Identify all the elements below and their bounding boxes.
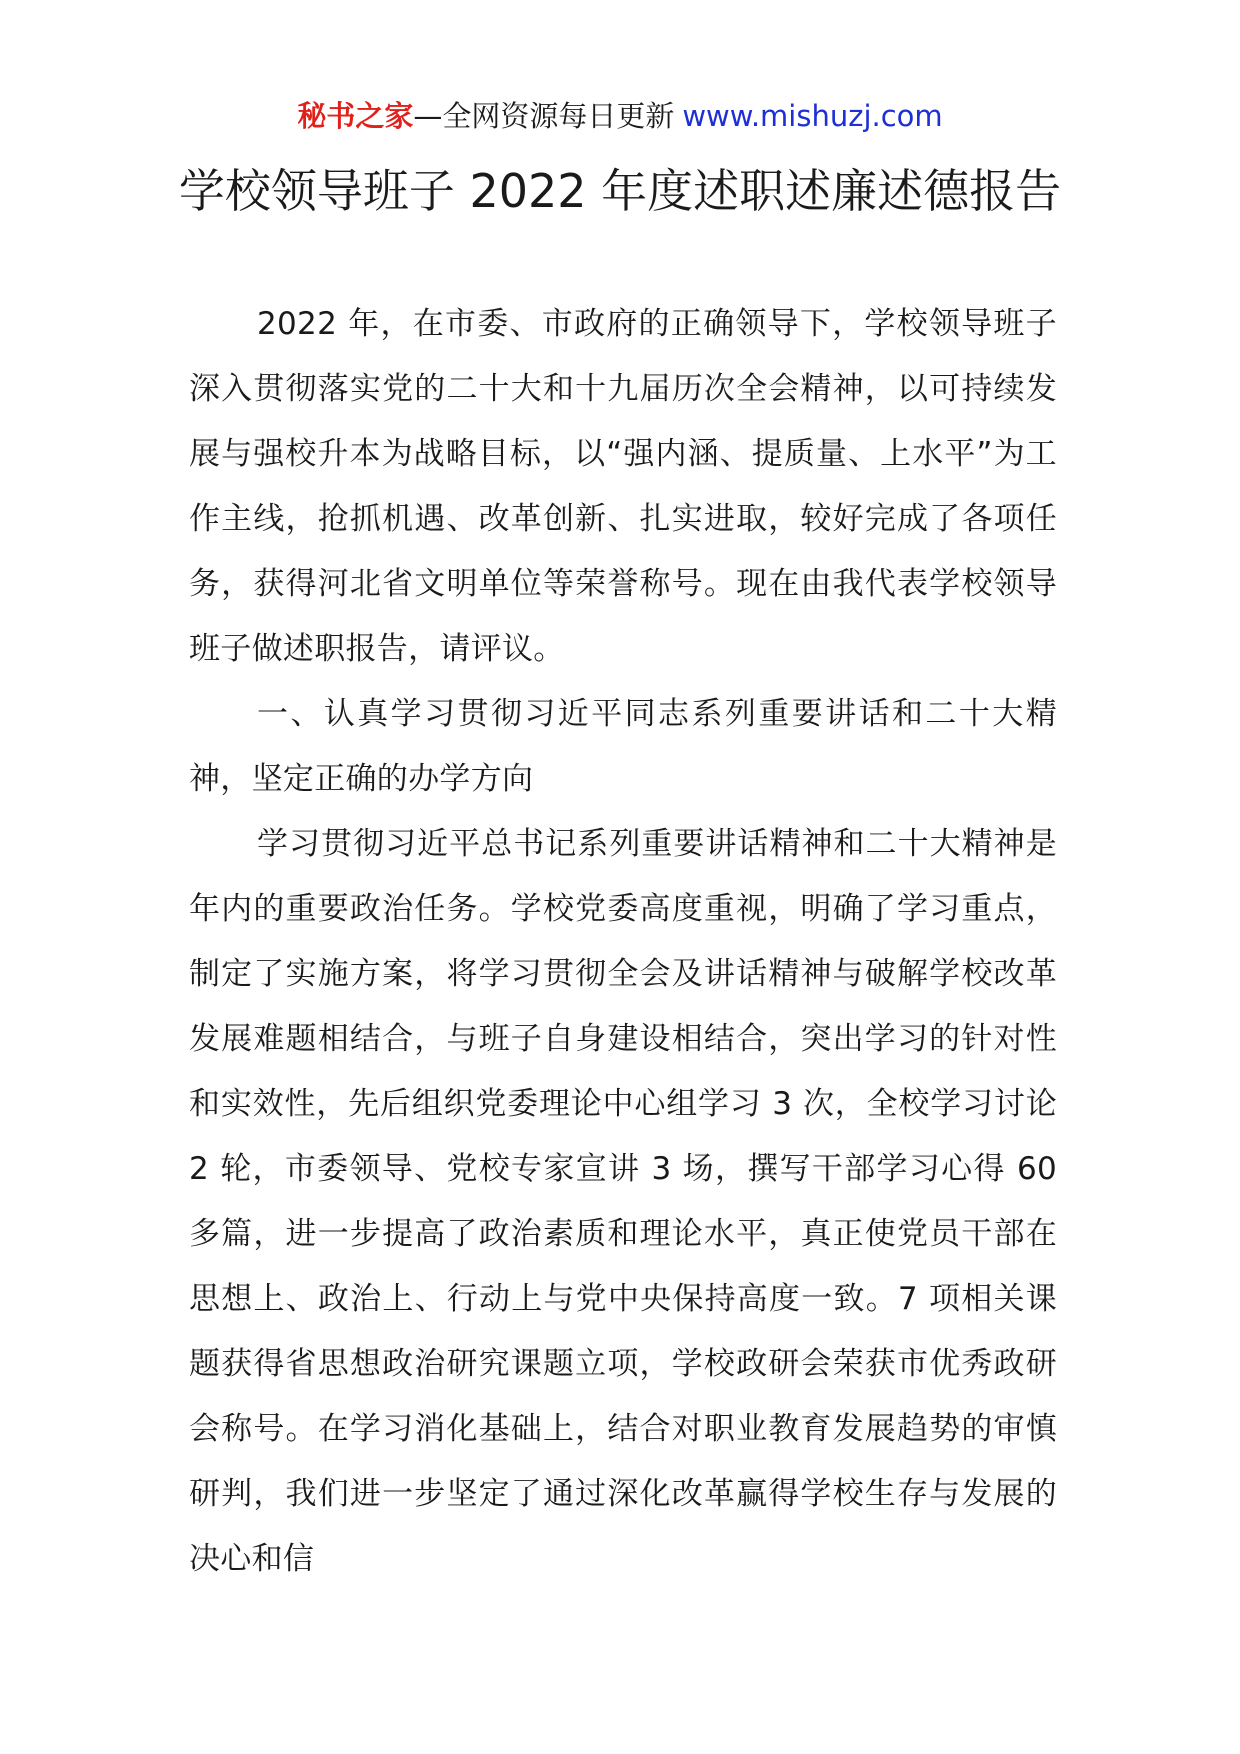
section-heading-1: 一、认真学习贯彻习近平同志系列重要讲话和二十大精神，坚定正确的办学方向 — [189, 696, 1057, 797]
site-slogan: —全网资源每日更新 — [413, 99, 675, 133]
document-body — [189, 292, 1057, 1592]
site-header — [0, 96, 1240, 136]
paragraph-section-1: 学习贯彻习近平总书记系列重要讲话精神和二十大精神是年内的重要政治任务。学校党委高度重视，明确了学习重点，制定了实施方案，将学习贯彻全会及讲话精神与破解学校改革发展难题相结合，与班子自身建设相结合，突出学习的针对性和实效性，先后组织党委理论中心组学习 3 次，全校学习讨论 2 轮，市委领导、党校专家宣讲 3 场，撰写干部学习心得 60 多篇，进一步提高了政治素质和理论水平，真正使党员干部在思想上、政治上、行动上与党中央保持高度一致。7 项相关课题获得省思想政治研究课题立项，学校政研会荣获市优秀政研会称号。在学习消化基础上，结合对职业教育发展趋势的审慎研判，我们进一步坚定了通过深化改革赢得学校生存与发展的决心和信 — [189, 826, 1057, 1577]
site-brand: 秘书之家 — [297, 99, 414, 133]
site-url-link[interactable]: www.mishuzj.com — [682, 99, 943, 133]
paragraph-intro: 2022 年，在市委、市政府的正确领导下，学校领导班子深入贯彻落实党的二十大和十九届历次全会精神，以可持续发展与强校升本为战略目标，以“强内涵、提质量、上水平”为工作主线，抢抓机遇、改革创新、扎实进取，较好完成了各项任务，获得河北省文明单位等荣誉称号。现在由我代表学校领导班子做述职报告，请评议。 — [189, 306, 1057, 667]
document-title: 学校领导班子 2022 年度述职述廉述德报告 — [178, 164, 1062, 218]
